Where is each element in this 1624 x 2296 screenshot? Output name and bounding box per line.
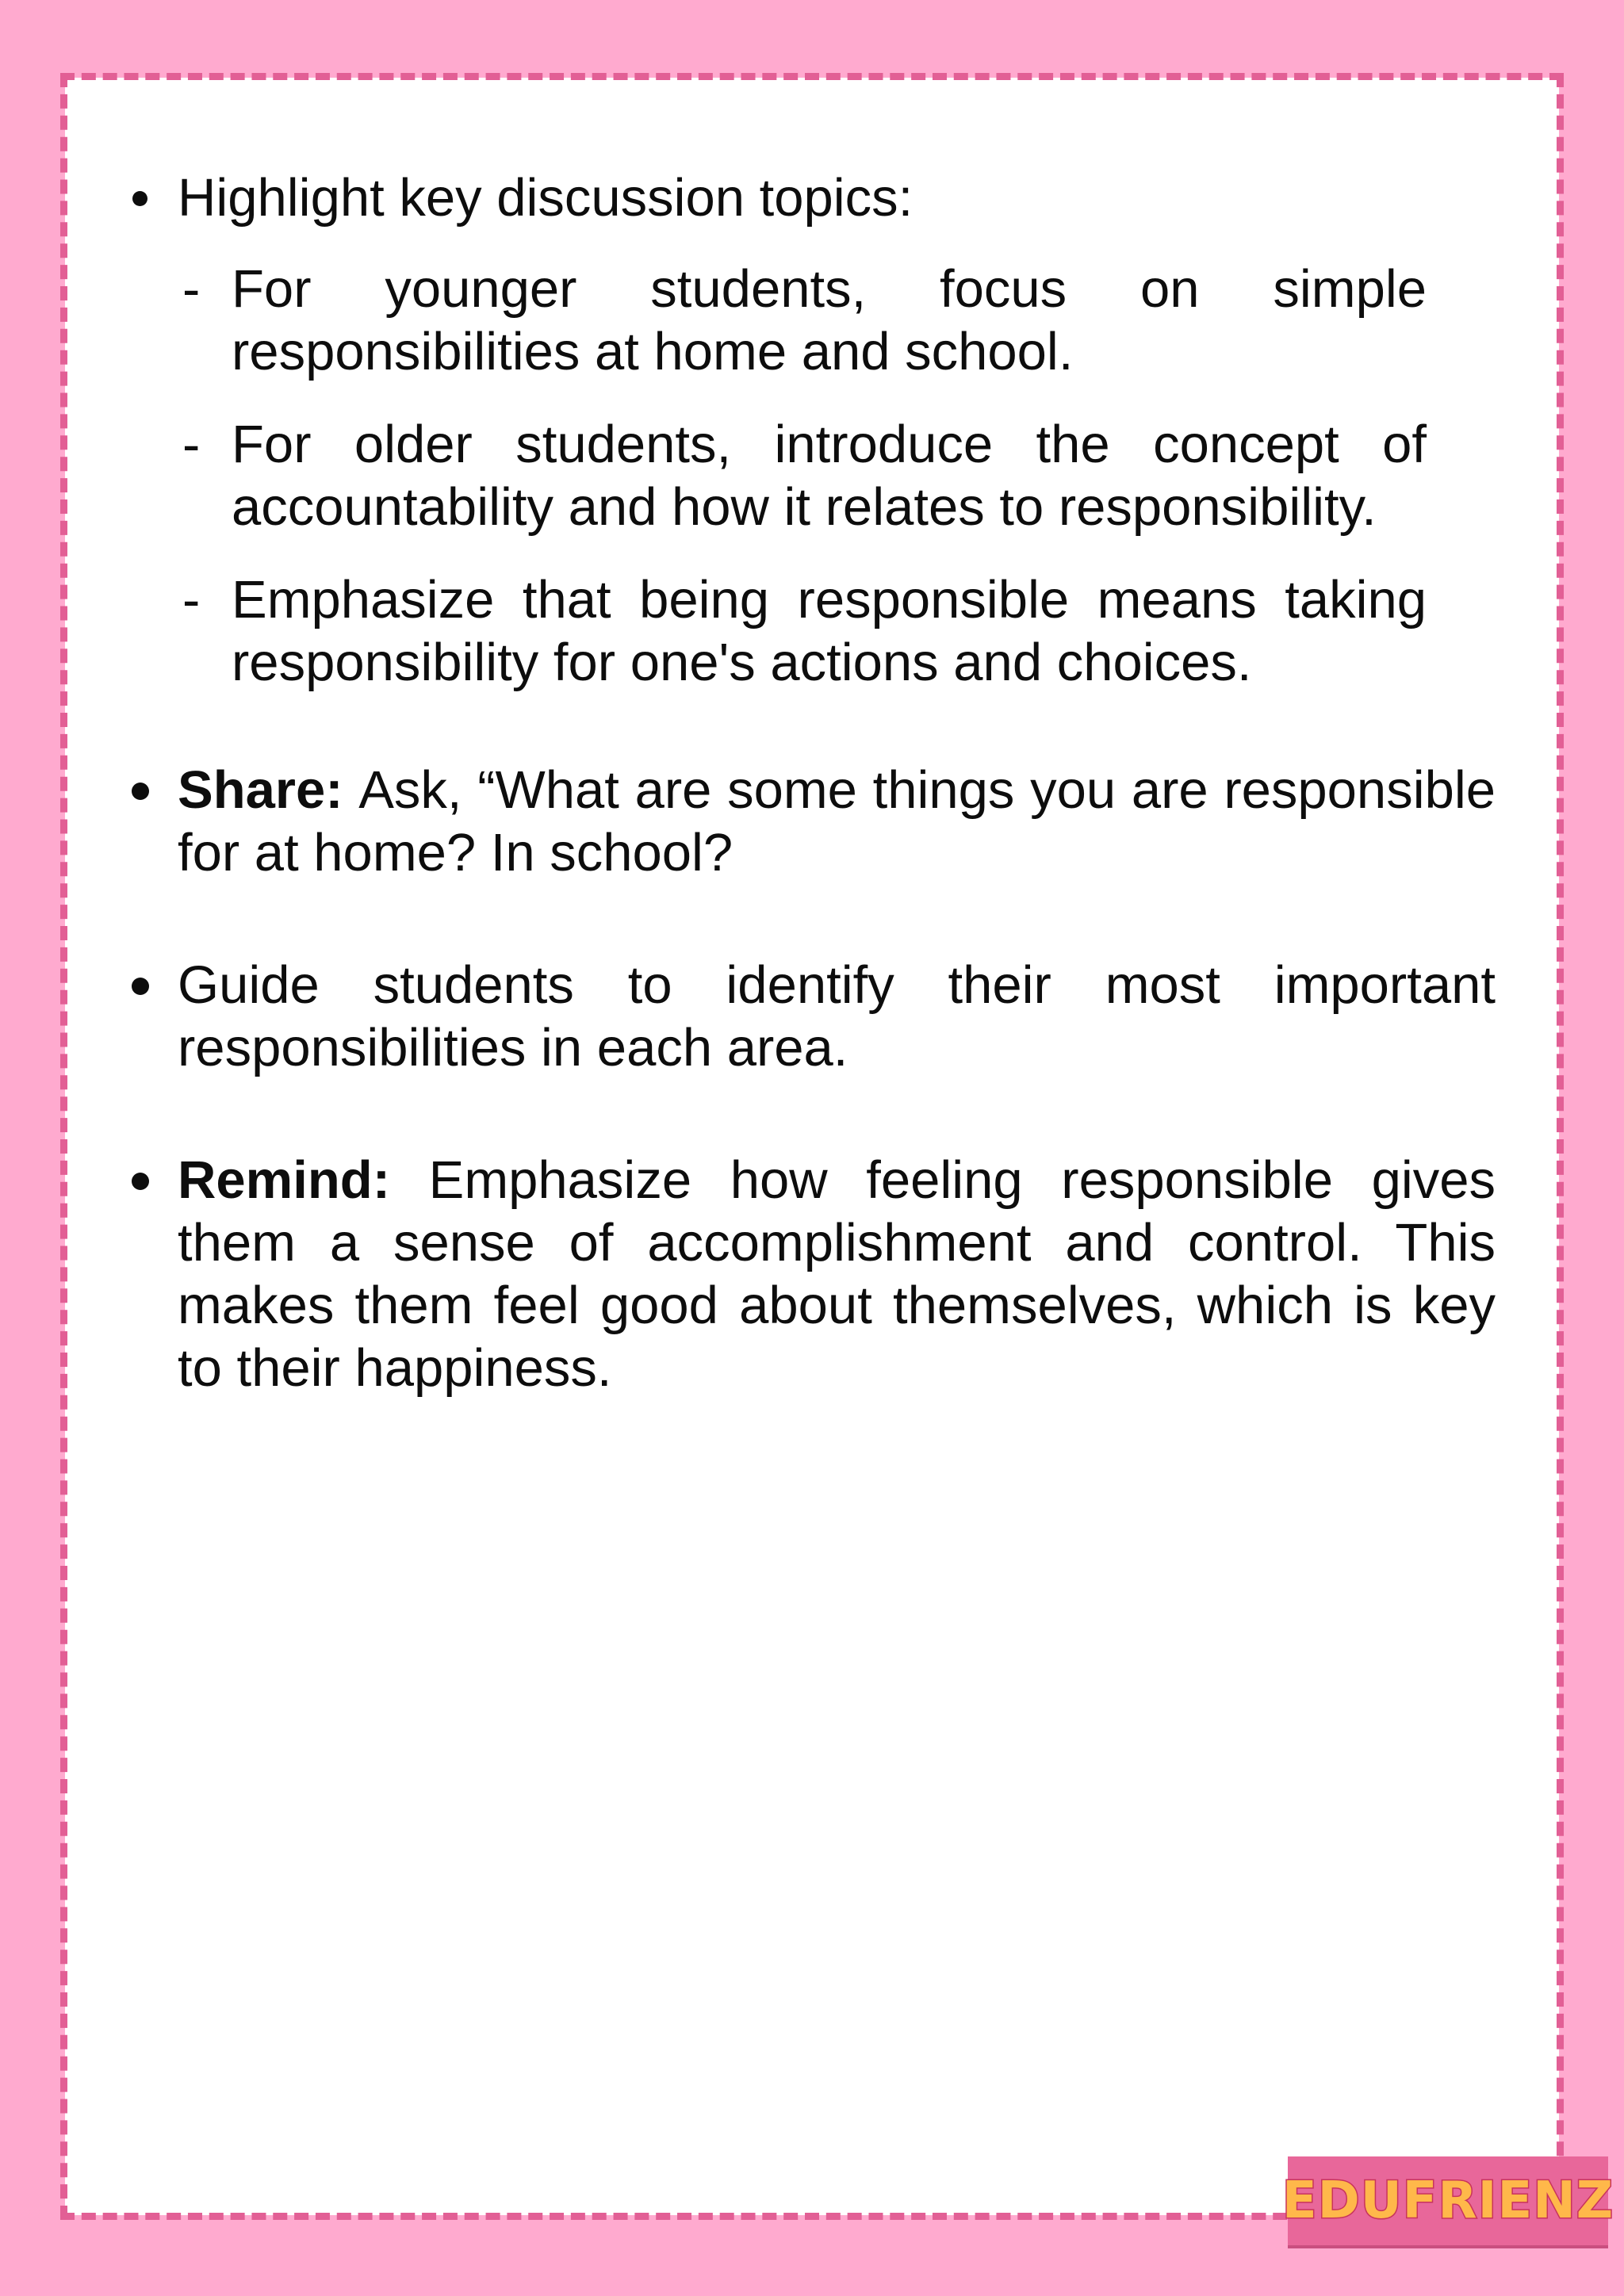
sub-item-younger-students [178, 258, 1427, 383]
bullet-text: Emphasize how feeling responsible gives them a sense of accomplishment and control. This makes them feel good about themselves, which is key to their happiness. [178, 1150, 1496, 1398]
bullet-text: Ask, “What are some things you are responsible for at home? In school? [178, 760, 1496, 882]
dash-marker: - [182, 415, 201, 474]
discussion-content [127, 166, 1496, 1399]
bullet-text: Highlight key discussion topics: [178, 168, 914, 228]
sub-item-emphasize-responsibility [178, 568, 1427, 694]
brand-logo-text: EDUFRIENZ [1281, 2172, 1614, 2230]
dash-marker: - [182, 259, 201, 319]
bullet-lead-remind: Remind: [178, 1150, 429, 1210]
sub-item-text: Emphasize that being responsible means taking responsibility for one's actions and choices. [232, 570, 1427, 692]
dash-marker: - [182, 570, 201, 629]
bullet-item-highlight-topics [127, 166, 1496, 229]
sub-list-discussion-topics [178, 258, 1427, 694]
sub-item-older-students [178, 413, 1427, 538]
bullet-text: Guide students to identify their most important responsibilities in each area. [178, 955, 1496, 1077]
sub-item-text: For younger students, focus on simple responsibilities at home and school. [232, 259, 1427, 381]
bullet-item-remind [127, 1149, 1496, 1399]
bullet-lead-share: Share: [178, 760, 359, 820]
bullet-item-share [127, 759, 1496, 884]
sub-item-text: For older students, introduce the concept of accountability and how it relates to responsibility. [232, 415, 1427, 537]
bullet-item-guide [127, 954, 1496, 1079]
brand-logo-badge [1281, 2156, 1614, 2245]
